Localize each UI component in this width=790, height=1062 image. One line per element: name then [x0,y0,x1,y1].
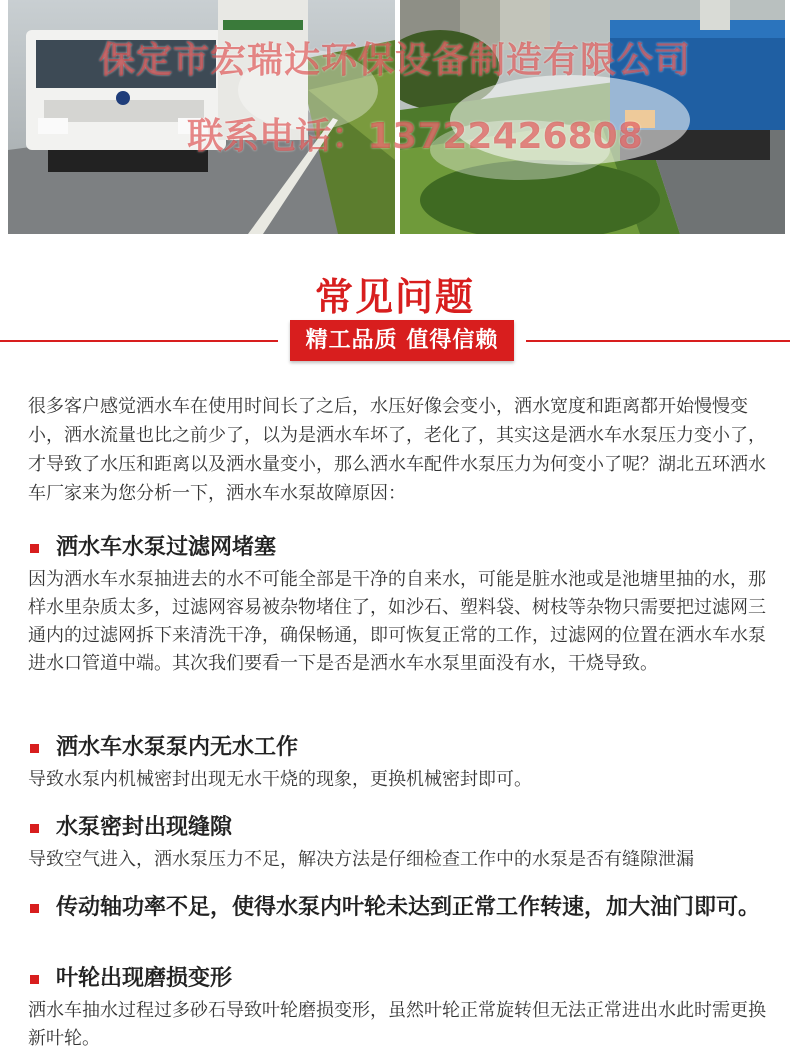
square-bullet-icon [30,544,39,553]
faq-heading-text: 叶轮出现磨损变形 [56,966,233,991]
square-bullet-icon [30,824,39,833]
faq-heading [30,963,770,994]
faq-heading [30,892,770,923]
intro-paragraph: 很多客户感觉洒水车在使用时间长了之后，水压好像会变小，洒水宽度和距离都开始慢慢变小，洒水流量也比之前少了，以为是洒水车坏了，老化了，其实这是洒水车水泵压力变小了，才导致了水压和距离以及洒水量变小，那么洒水车配件水泵压力为何变小了呢？湖北五环洒水车厂家来为您分析一下，洒水车水泵故障原因： [28,396,766,504]
faq-heading-text: 水泵密封出现缝隙 [56,815,233,840]
faq-heading-text: 洒水车水泵过滤网堵塞 [56,535,277,560]
faq-heading [30,732,770,763]
divider-left [0,340,278,342]
watermark-phone: 联系电话：13722426808 [187,116,643,157]
faq-body: 洒水车抽水过程过多砂石导致叶轮磨损变形，虽然叶轮正常旋转但无法正常进出水此时需更换新叶轮。 [28,1000,766,1049]
photo-strip [0,0,790,236]
square-bullet-icon [30,904,39,913]
faq-body: 导致水泵内机械密封出现无水干烧的现象，更换机械密封即可。 [28,769,532,790]
section-title: 常见问题 [314,275,475,319]
faq-heading-text: 洒水车水泵泵内无水工作 [56,735,299,760]
square-bullet-icon [30,975,39,984]
slogan-badge: 精工品质 值得信赖 [290,320,514,361]
faq-heading [30,812,770,843]
watermark-company: 保定市宏瑞达环保设备制造有限公司 [98,40,691,81]
faq-heading [30,532,770,563]
faq-heading-text: 传动轴功率不足，使得水泵内叶轮未达到正常工作转速，加大油门即可。 [56,895,761,920]
square-bullet-icon [30,744,39,753]
divider-right [526,340,790,342]
faq-body: 因为洒水车水泵抽进去的水不可能全部是干净的自来水，可能是脏水池或是池塘里抽的水，那样水里杂质太多，过滤网容易被杂物堵住了，如沙石、塑料袋、树枝等杂物只需要把过滤网三通内的过滤网拆下来清洗干净，确保畅通，即可恢复正常的工作，过滤网的位置在洒水车水泵进水口管道中端。其次我们要看一下是否是洒水车水泵里面没有水，干烧导致。 [28,569,766,674]
faq-body: 导致空气进入，洒水泵压力不足，解决方法是仔细检查工作中的水泵是否有缝隙泄漏 [28,849,694,870]
